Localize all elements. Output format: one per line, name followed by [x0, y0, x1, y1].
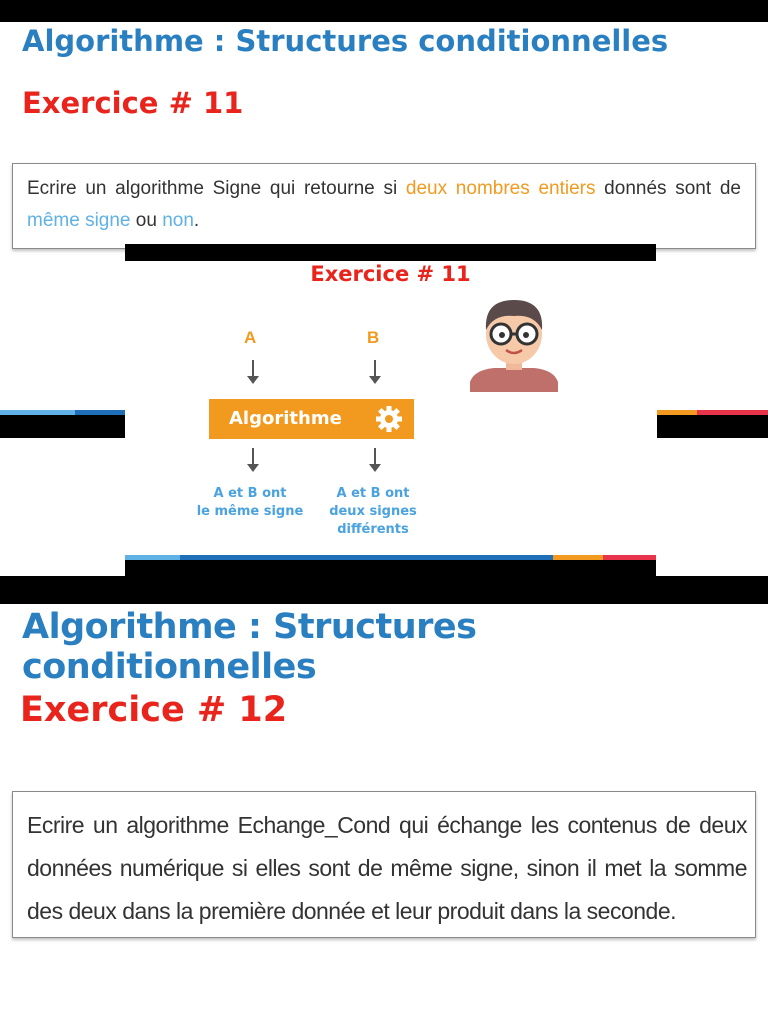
output-b-line: A et B ont [336, 486, 410, 501]
section2-title: Algorithme : Structures conditionnelles [22, 607, 477, 687]
gear-icon [374, 404, 404, 434]
arrow-b-out [374, 448, 376, 470]
input-a-label: A [244, 328, 257, 347]
statement-text: donnés sont de [595, 178, 741, 199]
section2-exercise-heading: Exercice # 12 [20, 690, 288, 730]
output-a-line: le même signe [196, 504, 304, 519]
statement-text: . [193, 210, 200, 231]
top-black-bar [0, 0, 768, 22]
slide-title: Exercice # 11 [310, 262, 471, 286]
highlight-non: non [162, 210, 194, 231]
output-b-caption [313, 485, 433, 539]
algorithm-box-label: Algorithme [229, 408, 342, 429]
middle-black-bar [0, 576, 768, 604]
arrow-b-in [374, 360, 376, 382]
slide-bottom-bar [125, 560, 656, 576]
section1-exercise-heading: Exercice # 11 [22, 86, 244, 120]
output-b-line: deux signes [329, 504, 417, 519]
input-b-label: B [367, 328, 380, 347]
highlight-meme-signe: même signe [27, 210, 131, 231]
slide-top-bar [125, 244, 656, 261]
output-a-caption [185, 485, 315, 521]
output-b-line: différents [337, 522, 409, 537]
arrow-a-out [252, 448, 254, 470]
statement-text: ou [130, 210, 163, 231]
highlight-deux-nombres: deux nombres entiers [405, 178, 596, 199]
section2-statement-text: Ecrire un algorithme Echange_Cond qui échange les contenus de deux données numérique si elles sont de même signe, sinon il met la somme des deux dans la première donnée et leur produit dans la seconde. [27, 812, 747, 924]
section1-statement-box [12, 163, 756, 249]
statement-text: Ecrire un algorithme Signe qui retourne si [27, 178, 406, 199]
algorithm-box [209, 399, 414, 439]
student-avatar-icon [464, 292, 564, 392]
section1-title: Algorithme : Structures conditionnelles [22, 24, 669, 58]
section2-statement-box [12, 791, 756, 938]
arrow-a-in [252, 360, 254, 382]
left-black-block [0, 415, 125, 438]
output-a-line: A et B ont [213, 486, 287, 501]
right-black-block [657, 415, 768, 438]
